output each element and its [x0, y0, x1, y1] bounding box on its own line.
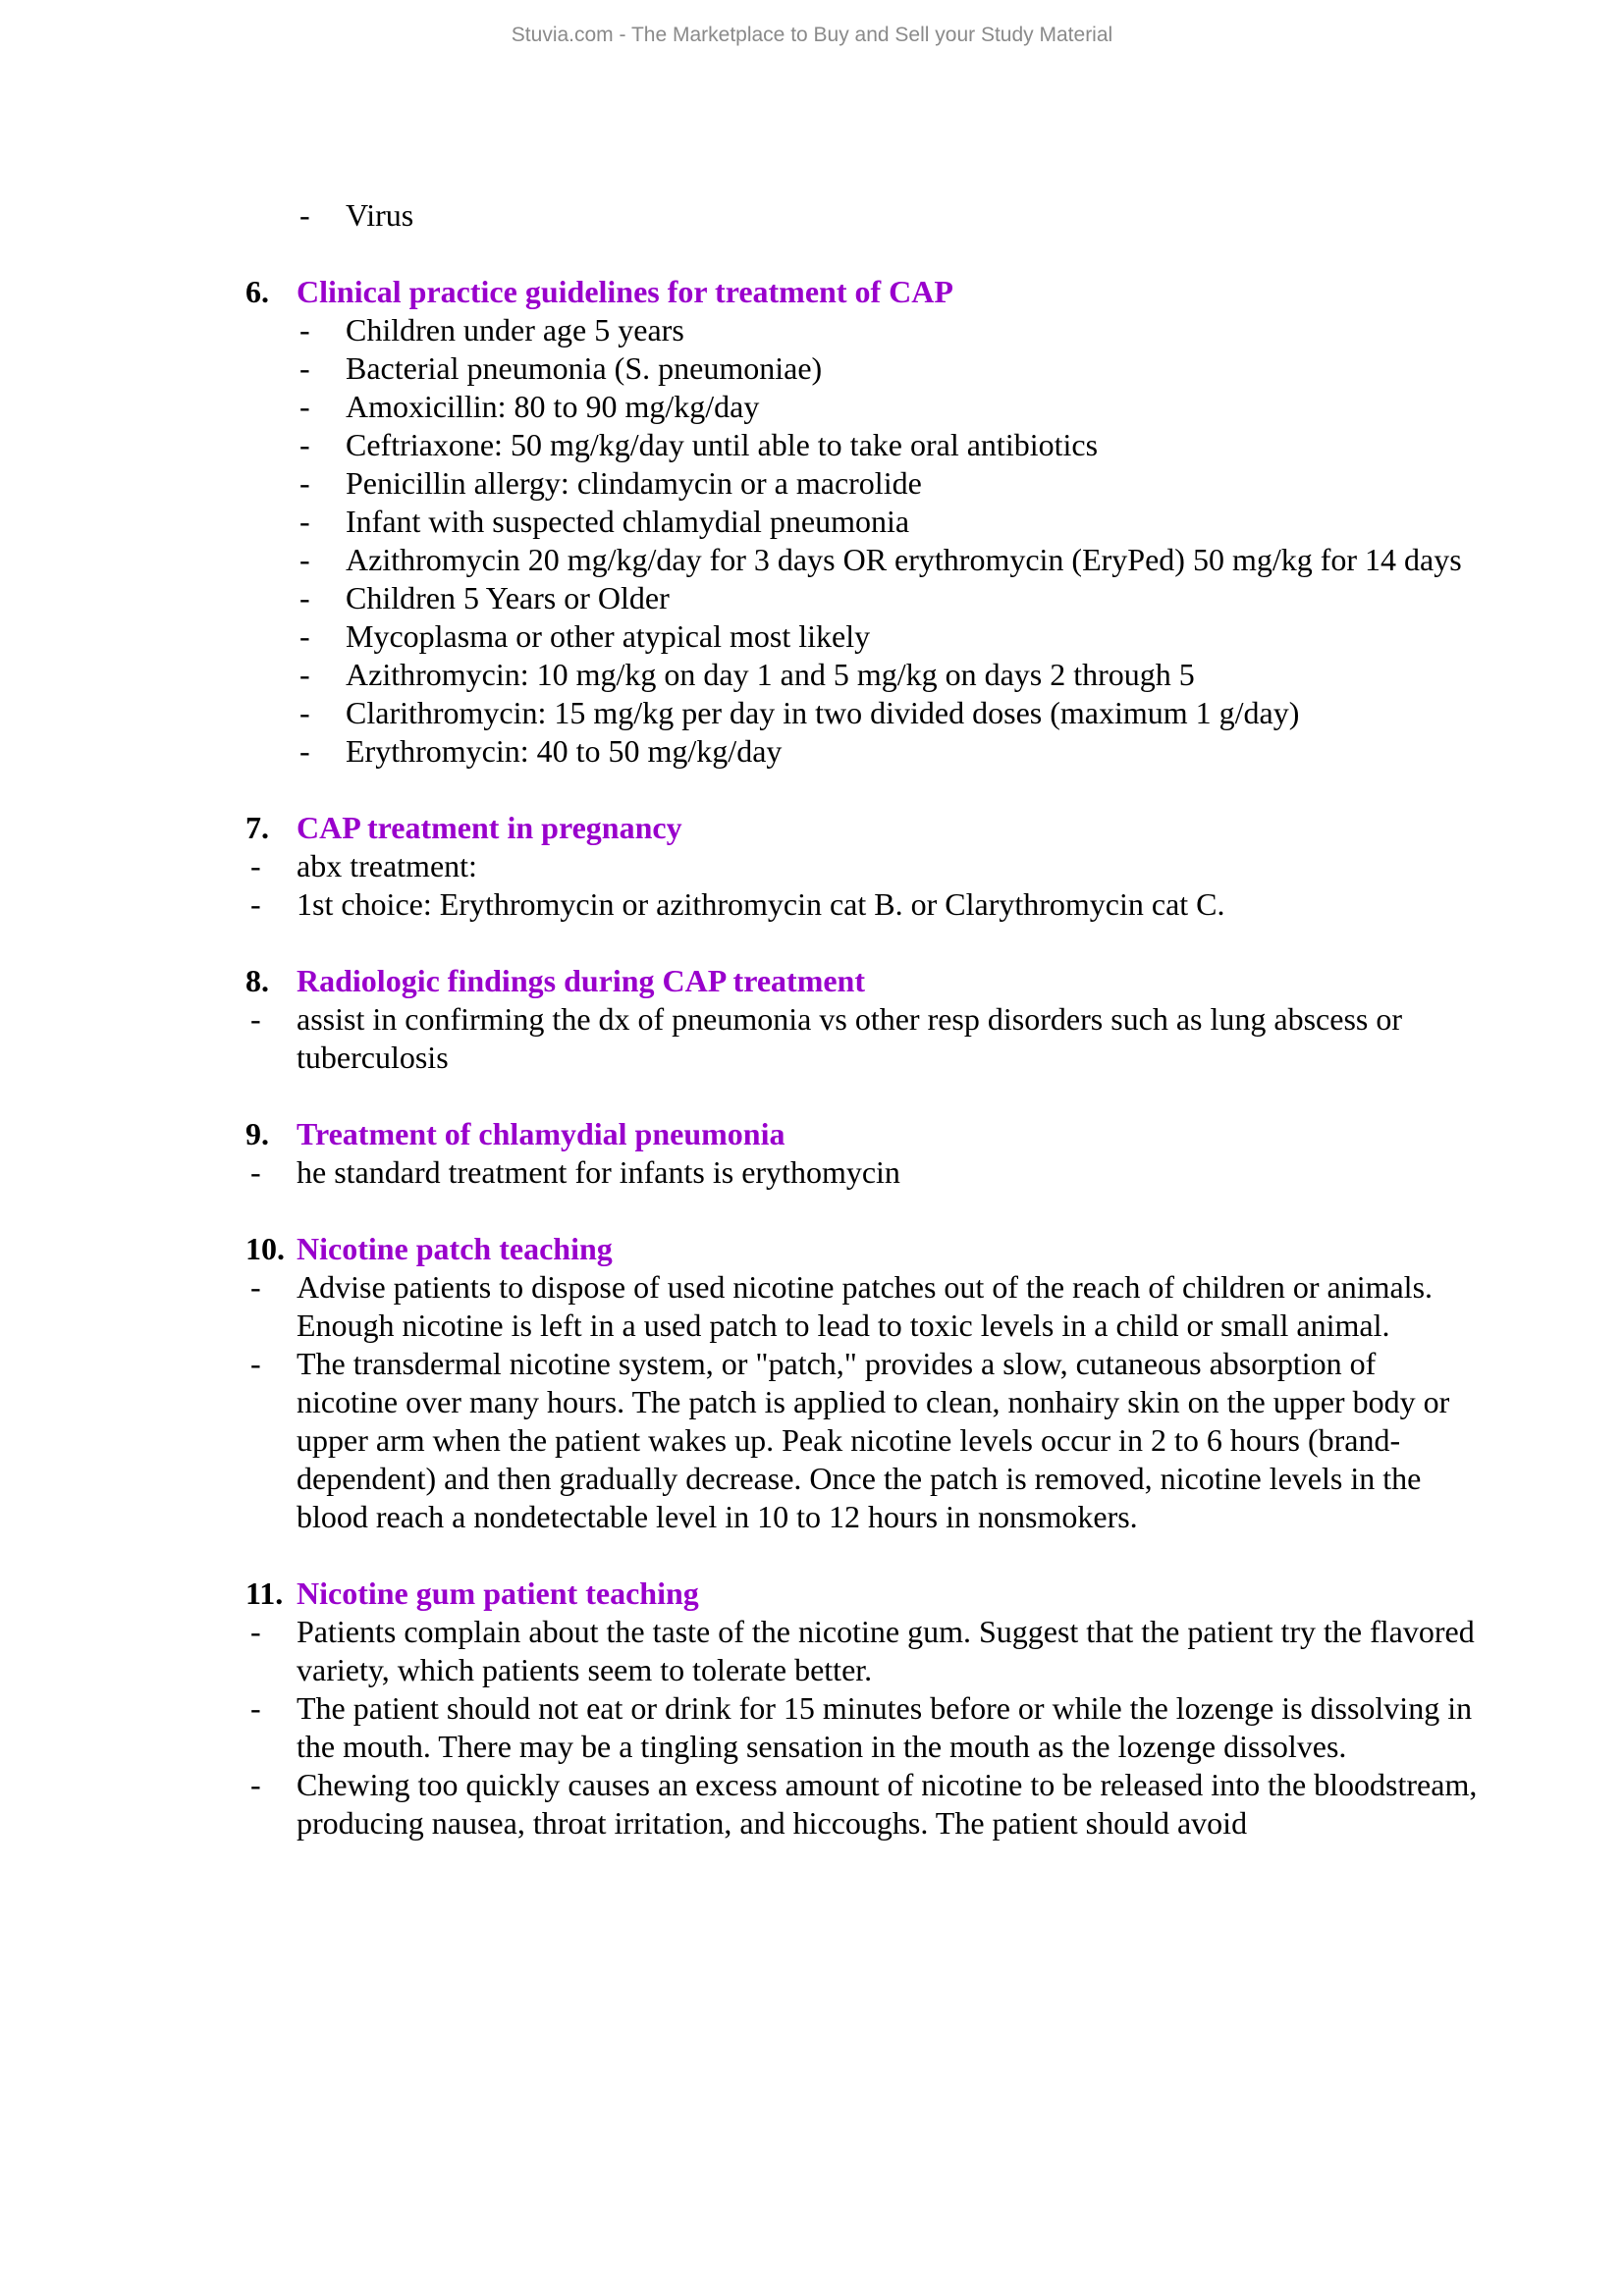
bullet-dash: - [299, 542, 310, 577]
bullet-dash: - [250, 1346, 261, 1381]
list-item-text: Azithromycin 20 mg/kg/day for 3 days OR erythromycin (EryPed) 50 mg/kg for 14 days [346, 542, 1462, 577]
bullet-dash: - [299, 618, 310, 654]
list-item [245, 694, 1483, 732]
list-item [245, 617, 1483, 656]
list-item-text: Advise patients to dispose of used nicotine patches out of the reach of children or animals. Enough nicotine is left in a used patch to lead to toxic levels in a child or small animal. [297, 1269, 1434, 1343]
section-title: CAP treatment in pregnancy [297, 810, 682, 845]
list-item-text: 1st choice: Erythromycin or azithromycin cat B. or Clarythromycin cat C. [297, 886, 1225, 922]
bullet-dash: - [299, 695, 310, 730]
page-header: Stuvia.com - The Marketplace to Buy and Sell your Study Material [511, 24, 1113, 46]
bullet-dash: - [250, 1269, 261, 1305]
section-heading [245, 962, 1483, 1000]
list-item [245, 464, 1483, 503]
bullet-dash: - [250, 1154, 261, 1190]
list-item-text: abx treatment: [297, 848, 477, 883]
bullet-dash: - [299, 504, 310, 539]
section-number: 8. [245, 963, 269, 998]
list-item-text: Amoxicillin: 80 to 90 mg/kg/day [346, 389, 760, 424]
list-item [245, 1153, 1483, 1192]
bullet-dash: - [250, 848, 261, 883]
list-item-text: Erythromycin: 40 to 50 mg/kg/day [346, 733, 783, 769]
section-number: 7. [245, 810, 269, 845]
list-item-text: Chewing too quickly causes an excess amount of nicotine to be released into the bloodstream, producing nausea, throat irritation, and hiccoughs. The patient should avoid [297, 1767, 1478, 1841]
list-item [245, 426, 1483, 464]
list-item-text: Penicillin allergy: clindamycin or a macrolide [346, 465, 922, 501]
list-item [245, 1766, 1483, 1842]
bullet-dash: - [299, 389, 310, 424]
list-item-text: he standard treatment for infants is erythomycin [297, 1154, 900, 1190]
section-heading [245, 1575, 1483, 1613]
bullet-dash: - [299, 733, 310, 769]
list-item-text: Bacterial pneumonia (S. pneumoniae) [346, 350, 823, 386]
list-item [245, 1345, 1483, 1536]
list-item [245, 311, 1483, 349]
bullet-dash: - [299, 350, 310, 386]
section-number: 11. [245, 1575, 284, 1611]
list-item [245, 579, 1483, 617]
section-title: Radiologic findings during CAP treatment [297, 963, 865, 998]
bullet-dash: - [299, 657, 310, 692]
list-item-text: Children under age 5 years [346, 312, 684, 347]
list-item [245, 349, 1483, 388]
bullet-dash: - [299, 580, 310, 615]
spacer [245, 235, 1483, 273]
spacer [245, 924, 1483, 962]
list-item-text: Mycoplasma or other atypical most likely [346, 618, 871, 654]
list-item-text: Azithromycin: 10 mg/kg on day 1 and 5 mg/kg on days 2 through 5 [346, 657, 1195, 692]
list-item [245, 1689, 1483, 1766]
bullet-dash: - [250, 1001, 261, 1037]
section-number: 6. [245, 274, 269, 309]
list-item-text: assist in confirming the dx of pneumonia vs other resp disorders such as lung abscess or tuberculosis [297, 1001, 1403, 1075]
list-item [245, 732, 1483, 771]
document-body [245, 196, 1483, 1842]
bullet-dash: - [299, 427, 310, 462]
list-item-text: Virus [346, 197, 414, 233]
bullet-dash: - [299, 465, 310, 501]
bullet-dash: - [299, 197, 310, 233]
list-item [245, 885, 1483, 924]
section-title: Nicotine patch teaching [297, 1231, 613, 1266]
list-item-text: Ceftriaxone: 50 mg/kg/day until able to take oral antibiotics [346, 427, 1099, 462]
section-heading [245, 1115, 1483, 1153]
bullet-dash: - [250, 1767, 261, 1802]
section-number: 10. [245, 1231, 285, 1266]
list-item [245, 656, 1483, 694]
bullet-dash: - [250, 1614, 261, 1649]
list-item-text: Infant with suspected chlamydial pneumonia [346, 504, 910, 539]
list-item [245, 1268, 1483, 1345]
list-item-text: Clarithromycin: 15 mg/kg per day in two divided doses (maximum 1 g/day) [346, 695, 1300, 730]
list-item-text: Children 5 Years or Older [346, 580, 670, 615]
list-item [245, 541, 1483, 579]
bullet-dash: - [250, 886, 261, 922]
bullet-dash: - [299, 312, 310, 347]
list-item [245, 196, 1483, 235]
section-number: 9. [245, 1116, 269, 1151]
list-item-text: The patient should not eat or drink for 15 minutes before or while the lozenge is dissolving in the mouth. There may be a tingling sensation in the mouth as the lozenge dissolves. [297, 1690, 1473, 1764]
list-item-text: The transdermal nicotine system, or "patch," provides a slow, cutaneous absorption of nicotine over many hours. The patch is applied to clean, nonhairy skin on the upper body or upper arm when the patient wakes up. Peak nicotine levels occur in 2 to 6 hours (brand-dependent) and then gradually decrease. Once the patch is removed, nicotine levels in the blood reach a nondetectable level in 10 to 12 hours in nonsmokers. [297, 1346, 1450, 1534]
section-heading [245, 809, 1483, 847]
section-title: Treatment of chlamydial pneumonia [297, 1116, 785, 1151]
spacer [245, 771, 1483, 809]
list-item [245, 1613, 1483, 1689]
section-heading [245, 1230, 1483, 1268]
list-item [245, 388, 1483, 426]
list-item-text: Patients complain about the taste of the nicotine gum. Suggest that the patient try the flavored variety, which patients seem to tolerate better. [297, 1614, 1475, 1687]
spacer [245, 1077, 1483, 1115]
section-title: Nicotine gum patient teaching [297, 1575, 699, 1611]
spacer [245, 1192, 1483, 1230]
section-heading [245, 273, 1483, 311]
list-item [245, 503, 1483, 541]
bullet-dash: - [250, 1690, 261, 1726]
spacer [245, 1536, 1483, 1575]
section-title: Clinical practice guidelines for treatment of CAP [297, 274, 953, 309]
list-item [245, 1000, 1483, 1077]
list-item [245, 847, 1483, 885]
